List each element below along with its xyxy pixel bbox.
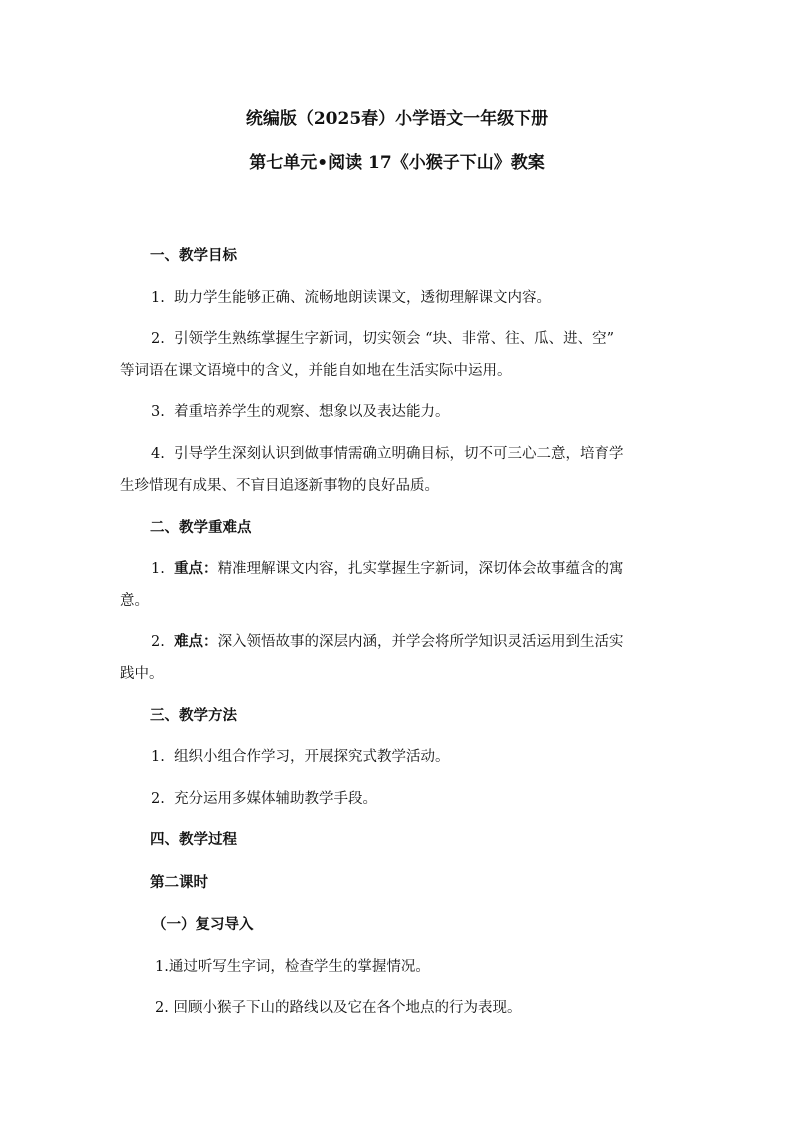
item-text: 通过听写生字词，检查学生的掌握情况。 — [168, 959, 430, 975]
document-title: 统编版（2025春）小学语文一年级下册 — [245, 109, 549, 129]
method-item-2 — [151, 789, 377, 809]
item-text: 引领学生熟练掌握生字新词，切实领会 “块、非常、往、瓜、进、空” — [174, 331, 614, 347]
section-heading-process: 四、教学过程 — [150, 831, 237, 848]
key-point-item-1-continued: 意。 — [120, 593, 149, 609]
lesson-label: 第二课时 — [150, 874, 208, 891]
process-item-2 — [155, 998, 521, 1018]
item-number: 2. — [151, 634, 165, 650]
item-number: 1. — [151, 290, 165, 306]
item-text: 组织小组合作学习，开展探究式教学活动。 — [174, 749, 450, 765]
item-text: 着重培养学生的观察、想象以及表达能力。 — [174, 404, 450, 420]
item-number: 2. — [151, 331, 165, 347]
goal-item-4 — [151, 444, 624, 464]
item-number: 1. — [151, 749, 165, 765]
goal-item-2 — [151, 329, 614, 349]
sub-heading-review: （一）复习导入 — [152, 916, 254, 933]
key-point-item-1 — [151, 559, 624, 579]
goal-item-2-continued: 等词语在课文语境中的含义，并能自如地在生活实际中运用。 — [120, 363, 512, 379]
item-number: 3. — [151, 404, 165, 420]
item-number: 2. — [155, 1000, 169, 1016]
method-item-1 — [151, 747, 450, 767]
item-number: 1. — [155, 959, 169, 975]
key-point-item-2 — [151, 632, 624, 652]
item-number: 4. — [151, 446, 165, 462]
goal-item-3 — [151, 402, 450, 422]
item-label: 重点： — [174, 560, 218, 577]
item-text: 引导学生深刻认识到做事情需确立明确目标，切不可三心二意，培育学 — [174, 446, 624, 462]
process-item-1 — [155, 957, 430, 977]
item-number: 2. — [151, 791, 165, 807]
item-text: 充分运用多媒体辅助教学手段。 — [174, 791, 378, 807]
item-text: 深入领悟故事的深层内涵，并学会将所学知识灵活运用到生活实 — [217, 634, 624, 650]
item-text: 精准理解课文内容，扎实掌握生字新词，深切体会故事蕴含的寓 — [217, 561, 624, 577]
section-heading-methods: 三、教学方法 — [150, 707, 237, 724]
key-point-item-2-continued: 践中。 — [120, 666, 164, 682]
item-label: 难点： — [174, 633, 218, 650]
item-text: 回顾小猴子下山的路线以及它在各个地点的行为表现。 — [173, 1000, 522, 1016]
item-text: 助力学生能够正确、流畅地朗读课文，透彻理解课文内容。 — [174, 290, 552, 306]
document-subtitle: 第七单元•阅读 17《小猴子下山》教案 — [249, 153, 545, 173]
section-heading-goals: 一、教学目标 — [150, 247, 237, 264]
goal-item-4-continued: 生珍惜现有成果、不盲目追逐新事物的良好品质。 — [120, 478, 439, 494]
item-number: 1. — [151, 561, 165, 577]
goal-item-1 — [151, 288, 551, 308]
section-heading-key-points: 二、教学重难点 — [150, 519, 252, 536]
